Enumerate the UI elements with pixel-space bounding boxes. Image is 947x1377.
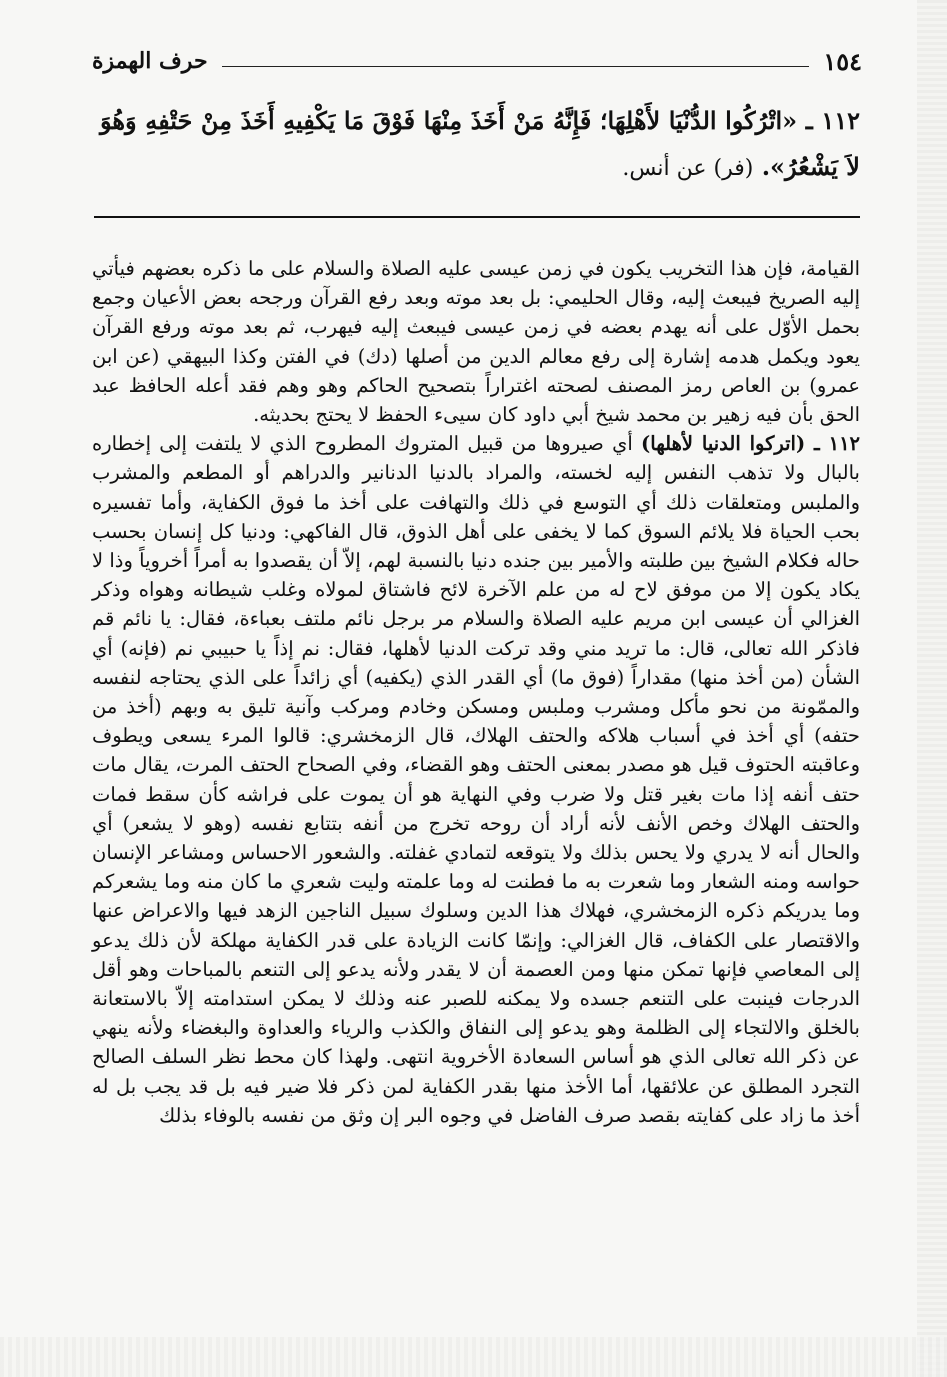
scan-edge-bottom [0,1337,947,1377]
scan-edge-right [917,0,947,1377]
commentary-block [92,254,860,1130]
commentary-paragraph-1: القيامة، فإن هذا التخريب يكون في زمن عيسى عليه الصلاة والسلام على ما ذكره بعضهم فيأتي إليه الصريخ فيبعث إليه، وقال الحليمي: بل بعد موته وبعد رفع القرآن ورجحه بعض الأعيان وجمع بحمل الأوّل على أنه يهدم بعضه في زمن عيسى فيبعث إليه فيهرب، ثم بعد موته ورفع القرآن يعود ويكمل هدمه إشارة إلى رفع معالم الدين من أصلها (دك) في الفتن وكذا البيهقي (عن ابن عمرو) بن العاص رمز المصنف لصحته اغتراراً بتصحيح الحاكم وهو وهم فقد أعله الحافظ عبد الحق بأن فيه زهير بن محمد شيخ أبي داود كان سيىء الحفظ لا يحتج بحديثه. [92,257,860,427]
commentary-paragraph-2-body: أي صيروها من قبيل المتروك المطروح الذي لا يلتفت إلى إخطاره بالبال ولا تذهب النفس إليه لخسته، والمراد بالدنيا الدنانير والدراهم أو المطعم والمشرب والملبس ومتعلقات ذلك أي التوسع في ذلك والتهافت على أخذ ما فوق الكفاية، وأما تفسيره بحب الحياة فلا يلائم السوق كما لا يخفى على أهل الذوق، قال الفاكهي: ودنيا كل إنسان بحسب حاله فكلام الشيخ بين طلبته والأمير بين جنده دنيا بالنسبة لهم، إلاّ أن يقصدوا به أمراً أخروياً وذا لا يكاد يكون إلا من موفق لاح له من علم الآخرة لائح فاشتاق لمولاه وغلب شيطانه وهواه وذكر الغزالي أن عيسى ابن مريم عليه الصلاة والسلام مر برجل نائم ملتف بعباءة، فقال: يا نائم قم فاذكر الله تعالى، قال: ما تريد مني وقد تركت الدنيا لأهلها، فقال: نم إذاً يا حبيبي نم (فإنه) أي الشأن (من أخذ منها) مقداراً (فوق ما) أي القدر الذي (يكفيه) أي زائداً على الذي يحتاجه لنفسه والممّونة من نحو مأكل ومشرب وملبس ومسكن وخادم ومركب وآنية تليق به وبهم (أخذ من حتفه) أي أخذ في أسباب هلاكه والحتف الهلاك، قال الزمخشري: قالوا المرء يسعى ويطوف وعاقبته الحتوف قيل هو مصدر بمعنى الحتف وهو القضاء، وفي الصحاح الحتف المرت، يقال مات حتف أنفه إذا مات بغير قتل ولا ضرب وفي النهاية هو أن يموت على فراشه كأن سقط فمات والحتف الهلاك وخص الأنف لأنه أراد أن روحه تخرج من أنفه بتتابع نفسه (وهو لا يشعر) أي والحال أنه لا يدري ولا يحس بذلك ولا يتوقعه لتمادي غفلته. والشعور الاحساس ومشاعر الإنسان حواسه ومنه الشعار وما شعرت به ما فطنت له وما علمته وليت شعري ما كان منه وما يشعركم وما يدريكم ذكره الزمخشري، فهلاك هذا الدين وسلوك سبيل الناجين الزهد فيها والاعراض عنها والاقتصار على الكفاف، قال الغزالي: وإنمّا كانت الزيادة على قدر الكفاية مهلكة لأن ذلك يدعو إلى المعاصي فإنها تمكن منها ومن العصمة أن لا يقدر ولأنه يدعو إلى التنعم بالمباحات وهو أقل الدرجات فينبت على التنعم جسده ولا يمكنه للصبر عنه وذلك لا يمكن استدامته إلاّ بالاستعانة بالخلق والالتجاء إلى الظلمة وهو يدعو إلى النفاق والكذب والرياء والعداوة والبغضاء ولأنه ينهي عن ذكر الله تعالى الذي هو أساس السعادة الأخروية انتهى. ولهذا كان محط نظر السلف الصالح التجرد المطلق عن علائقها، أما الأخذ منها بقدر الكفاية لمن ذكر فلا ضير فيه بل قد يجب بل له أخذ ما زاد على كفايته بقصد صرف الفاضل في وجوه البر إن وثق من نفسه بالوفاء بذلك [92,432,860,1127]
section-separator [94,216,860,218]
chapter-title: حرف الهمزة [92,48,208,74]
hadith-text: ١١٢ ـ «اتْرُكُوا الدُّنْيَا لأَهْلِهَا؛ فَإِنَّهُ مَنْ أَخَذَ مِنْهَا فَوْقَ مَا يَكْفِيهِ أَخَذَ مِنْ حَتْفِهِ وَهُوَ لاَ يَشْعُرُ». [100,106,860,181]
hadith-source: (فر) عن أنس. [622,156,754,181]
hadith-text-block [100,98,860,192]
commentary-paragraph-2 [92,429,860,1130]
header-rule [222,66,810,67]
page-number: ١٥٤ [823,46,862,76]
page-header [92,44,862,78]
commentary-paragraph-2-lead: ١١٢ ـ (اتركوا الدنيا لأهلها) [641,432,861,456]
